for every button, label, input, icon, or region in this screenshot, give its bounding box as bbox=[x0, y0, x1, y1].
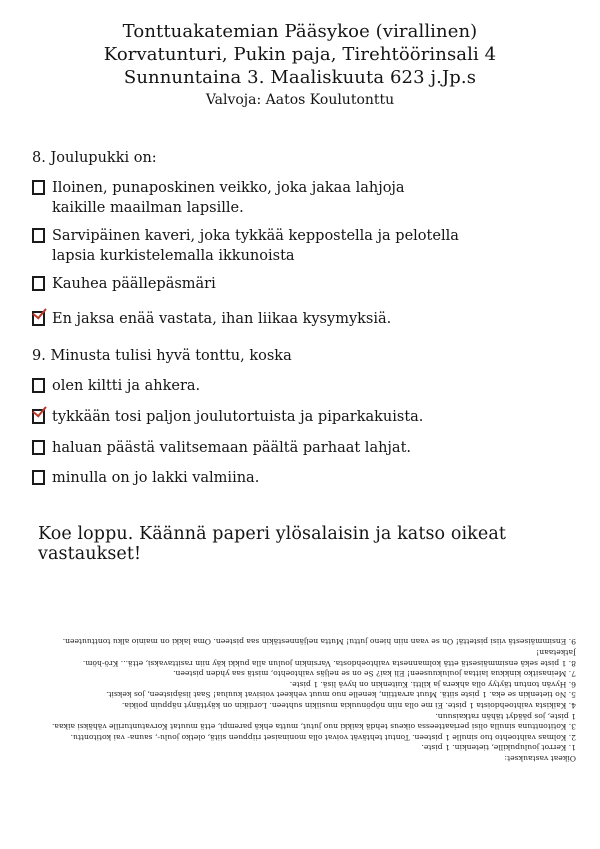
question-8-option-2[interactable] bbox=[32, 226, 459, 266]
option-line: tykkään tosi paljon joulutortuista ja piparkakuista. bbox=[52, 409, 424, 425]
answer-line: 1. Kerrot joulupukille, tietenkin. 1 piste. bbox=[421, 743, 576, 753]
question-9-option-1[interactable] bbox=[32, 376, 200, 396]
option-line: Kauhea päällepäsmäri bbox=[52, 276, 216, 292]
question-8-option-3[interactable] bbox=[32, 274, 216, 294]
answer-line: Jatketaan! bbox=[536, 648, 576, 658]
option-line: minulla on jo lakki valmiina. bbox=[52, 470, 260, 486]
exam-title: Tonttuakatemian Pääsykoe (virallinen) bbox=[122, 21, 478, 42]
answer-line: 5. No tietenkin se eka. 1 piste siitä. Muut arvattiin, kenelle nuo muut vehkeet voisivat kuulua! Saat lisäpisteen, jos keksit. bbox=[106, 690, 576, 700]
checked-checkbox[interactable] bbox=[32, 311, 45, 326]
checkbox[interactable] bbox=[32, 440, 45, 455]
question-9-title: 9. Minusta tulisi hyvä tonttu, koska bbox=[32, 348, 292, 364]
answer-key-heading: Oikeat vastaukset: bbox=[504, 754, 576, 764]
exam-date: Sunnuntaina 3. Maaliskuuta 623 j.Jp.s bbox=[123, 67, 477, 88]
question-9-option-2[interactable] bbox=[32, 407, 423, 427]
answer-line: 2. Kolmas vaihtoehto tuo sinulle 1 pisteen. Tontut tehtävät voivat olla moninaiset riippuen siitä, oletko joulu-, sauna- vai kotitonttu. bbox=[70, 732, 576, 742]
question-9-option-4[interactable] bbox=[32, 468, 259, 488]
option-line: kaikille maailman lapsille. bbox=[52, 200, 244, 216]
answer-line: 8. 1 piste sekä ensimmäisestä että kolmannesta vaihtoehdosta. Varsinkin joulun alla pukki käy niin rasittavaksi, että... Krö-höm. bbox=[82, 658, 576, 668]
option-line: olen kiltti ja ahkera. bbox=[52, 378, 201, 394]
checkbox[interactable] bbox=[32, 228, 45, 243]
question-9-option-3[interactable] bbox=[32, 438, 411, 458]
option-line: haluan päästä valitsemaan päältä parhaat lahjat. bbox=[52, 440, 412, 456]
answer-line: 9. Ensimmäisestä viisi pistettä! On se vaan niin hieno juttu! Mutta neljännestäkin saa pisteen. Oma lakki on mainio alku tonttuuteen. bbox=[62, 637, 576, 647]
upside-down-answer-key bbox=[28, 636, 576, 763]
question-8-title: 8. Joulupukki on: bbox=[32, 150, 157, 166]
answer-line: 7. Meinasitko kinkkua laittaa joulukuuseen! Eli kai? Se on se neljäs vaihtoehto, mistä saa yhden pisteen. bbox=[173, 669, 576, 679]
option-line: Sarvipäinen kaveri, joka tykkää keppostella ja pelotella bbox=[52, 228, 459, 244]
checkbox[interactable] bbox=[32, 378, 45, 393]
exam-header bbox=[0, 20, 600, 110]
answer-line: 4. Kaikista vaihtoehdoista 1 piste. Ei me olla niin nöpönuukia musiikin suhteen. Lordikin on käyttänyt näppuin poikia. bbox=[121, 701, 576, 711]
answer-line: 6. Hyvän tontun täytyy olla ahkera ja kiltti. Kuitenkin on hyvä lisä. 1 piste. bbox=[289, 679, 576, 689]
exam-ending-instruction: Koe loppu. Käännä paperi ylösalaisin ja katso oikeat vastaukset! bbox=[38, 524, 506, 564]
option-line: lapsia kurkistelemalla ikkunoista bbox=[52, 248, 295, 264]
checkbox[interactable] bbox=[32, 470, 45, 485]
option-line: Iloinen, punaposkinen veikko, joka jakaa lahjoja bbox=[52, 180, 405, 196]
question-8-option-1[interactable] bbox=[32, 178, 405, 218]
answer-line: 1 piste, jos päädyt tähän ratkaisuun. bbox=[435, 711, 576, 721]
answer-line: 3. Kotitonttuna sinulla olisi periaatteessa oikeus tehdä kaikki nuo jutut, mutta ehkä parempi, että muutat Korvatunturille vähäksi aikaa. bbox=[51, 722, 576, 732]
checked-checkbox[interactable] bbox=[32, 409, 45, 424]
question-8-option-4[interactable] bbox=[32, 309, 391, 329]
exam-location: Korvatunturi, Pukin paja, Tirehtöörinsali 4 bbox=[103, 44, 497, 65]
exam-proctor: Valvoja: Aatos Koulutonttu bbox=[205, 92, 395, 108]
option-line: En jaksa enää vastata, ihan liikaa kysymyksiä. bbox=[52, 311, 392, 327]
checkbox[interactable] bbox=[32, 276, 45, 291]
checkbox[interactable] bbox=[32, 180, 45, 195]
